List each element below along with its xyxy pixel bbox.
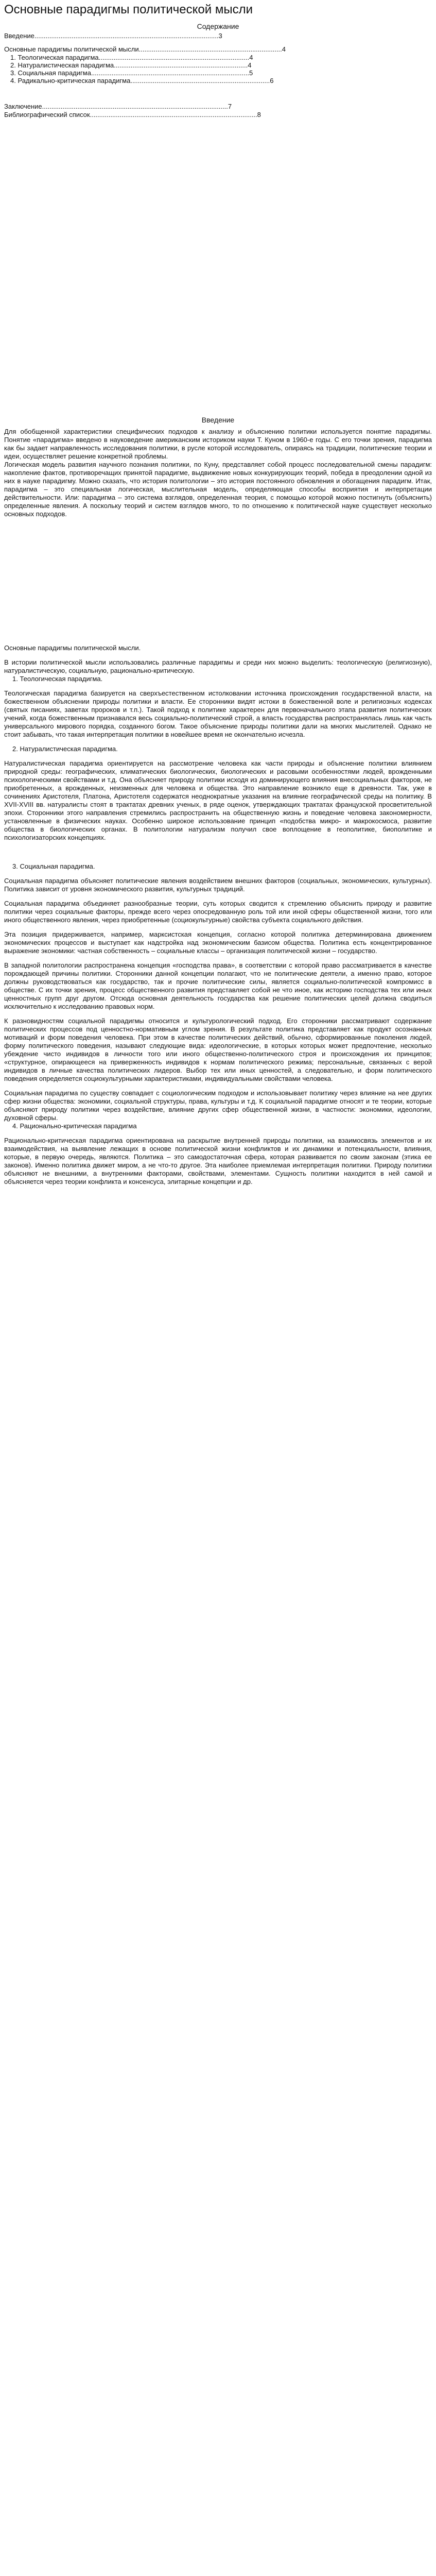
toc-item-page: 4	[249, 54, 253, 61]
toc-chapter-label: Основные парадигмы политической мысли	[4, 45, 139, 53]
toc-intro-page: 3	[218, 32, 222, 40]
paragraph: Социальная парадигма по существу совпадает с социологическим подходом и использовывает политику через влияние на нее других сфер жизни общества: экономики, социальной структуры, права, культуры и т.д. К социальной парадигме относят и те теории, которые объясняют природу политики через воздействие, влияние других сфер общественной жизни, в частности: экономики, идеологии, духовной сферы.	[4, 1089, 432, 1122]
toc-item-label: Социальная парадигма	[18, 69, 91, 77]
toc-conclusion[interactable]	[4, 103, 232, 111]
paragraph: Для обобщенной характеристики специфических подходов к анализу и объяснению политики используется понятие парадигмы. Понятие «парадигма» введено в науковедение американским историком науки Т. Куном в 1960-е годы. С его точки зрения, парадигма как бы задает направленность исследования политики, в русле которой исследователь, опираясь на традиции, политические теории и идеи, осуществляет решение конкретной проблемы.	[4, 428, 432, 460]
toc-leader: ...........................................................................	[130, 77, 270, 84]
paragraph: Рационально-критическая парадигма ориентирована на раскрытие внутренней природы политики, на взаимосвязь элементов и их взаимодействия, на выявление лежащих в основе политической жизни конфликтов и их динамики и потенциальности, влияния, которые, в первую очередь, являются. Политика – это самодостаточная сфера, которая развивается по своим законам (этика ее законов). Именно политика движет миром, а не что-то другое. Эта наиболее приемлемая интерпретация политики. Природу политики объясняют не внешними, а внутренними факторами, свойствами, элементами. Сущность политики находится в ней самой и объясняется через теории конфликта и консенсуса, элитарные концепции и др.	[4, 1137, 432, 1185]
toc-item-number: 1.	[10, 54, 18, 61]
toc-conclusion-page: 7	[228, 103, 232, 110]
toc-bibliography-label: Библиографический список	[4, 111, 90, 118]
main-heading: Основные парадигмы политической мысли.	[4, 644, 141, 652]
toc-item-label: Натуралистическая парадигма	[18, 61, 114, 69]
intro-heading: Введение	[201, 416, 235, 424]
toc-item-label: Радикально-критическая парадигма	[18, 77, 131, 84]
paragraph: Социальная парадигма объединяет разнообразные теории, суть которых сводится к стремлению объяснить природу и развитие политики через социальные факторы, прежде всего через опосредованную роль той или иной сферы общественной жизни, того или иного общественного явления, через приобретенные (социокультурные) свойства субъекта социального действия.	[4, 900, 432, 924]
toc-leader: ....................................................................................................	[42, 103, 228, 110]
toc-item-number: 3.	[10, 69, 18, 77]
toc-leader: .....................................................................................	[91, 69, 249, 77]
paragraph: В западной политологии распространена концепция «господства права», в соответствии с которой право рассматривается в качестве порождающей причины политики. Сторонники данной концепции полагают, что не политические деятели, а именно право, которое должны руководствоваться как государство, так и прочие политические силы, является социально-политической компромисс в обществе. С их точки зрения, процесс общественного развития представляет собой не что иное, как историю господства тех или иных ценностных групп друг другом. Отсюда основная деятельность государства как решение политических целей должна сводиться исключительно к исследованию правовых норм.	[4, 961, 432, 1010]
toc-item[interactable]	[10, 69, 253, 77]
toc-item-page: 5	[249, 69, 253, 77]
paragraph: Логическая модель развития научного познания политики, по Куну, представляет собой процесс последовательной смены парадигм: накопление фактов, противоречащих принятой парадигме, выдвижение новых конкурирующих теорий, победа в преодолении одной из них в науке парадигму. Можно сказать, что история политологии – это история постоянного обновления и обогащения парадигм. Итак, парадигма – это специальная логическая, мыслительная модель, определяющая способы восприятия и интерпретации действительности. Или: парадигма – это система взглядов, определенная теория, с помощью которой можно постигнуть (объяснить) определенные явления. А поскольку теорий и систем взглядов много, то по отношению к политической науке существует несколько основных подходов.	[4, 461, 432, 518]
toc-chapter[interactable]	[4, 45, 286, 54]
paragraph: Эта позиция придерживается, например, марксистская концепция, согласно которой политика детерминирована движением экономических процессов и выступает как надстройка над экономическим базисом общества. Политика есть концентрированное выражение экономики: частная собственность – социальные классы – организация политической жизни – государство.	[4, 930, 432, 955]
paragraph: В истории политической мысли использовались различные парадигмы и среди них можно выделить: теологическую (религиозную), натуралистическую, социальную, рационально-критическую.	[4, 658, 432, 674]
toc-chapter-page: 4	[282, 45, 286, 53]
toc-item[interactable]	[10, 54, 253, 62]
paragraph: К разновидностям социальной парадигмы относится и культурологический подход. Его сторонники рассматривают содержание политических процессов под ценностно-нормативным углом зрения. В результате политика представляет как продукт осознанных мотиваций и форм поведения человека. При этом в качестве политических действий, обычно, сформированные поколения людей, форму политического поведения, называют следующие вида: идеологические, в которых которых может предпочтение, несколько убеждение чисто индивидов в личности того или иного общественно-политического строя и происхождения их принципов; «структурное, опирающееся на приверженность индивидов к нормам политического режима; персональные, связанных с верой индивидов в личные качества политических лидеров. Выбор тех или иных ценностей, а следовательно, и форм политического поведения определяется социокультурными характеристиками, индивидуальными свойствами человека.	[4, 1017, 432, 1082]
toc-heading: Содержание	[197, 22, 239, 30]
toc-intro[interactable]	[4, 32, 222, 40]
paragraph: Социальная парадигма объясняет политические явления воздействием внешних факторов (социальных, экономических, культурных). Политика зависит от уровня экономического развития, культурных традиций.	[4, 877, 432, 893]
toc-leader: .................................................................................	[98, 54, 250, 61]
main-section	[4, 644, 432, 1186]
toc-conclusion-label: Заключение	[4, 103, 42, 110]
section-title: 2. Натуралистическая парадигма.	[12, 745, 118, 753]
toc-item-page: 4	[248, 61, 252, 69]
toc-item-page: 6	[270, 77, 274, 84]
document-title: Основные парадигмы политической мысли	[4, 3, 253, 16]
section-title: 4. Рационально-критическая парадигма	[12, 1122, 137, 1130]
section-title: 3. Социальная парадигма.	[12, 862, 95, 870]
toc-item-label: Теологическая парадигма	[18, 54, 99, 61]
toc-item-number: 4.	[10, 77, 18, 84]
paragraph: Натуралистическая парадигма ориентируется на рассмотрение человека как части природы и объяснение политики влиянием природной среды: географических, климатических биологических, биологических и расовыми особенностями людей, врожденными психологическими свойствами и т.д. Она объясняет природу политики исходя из доминирующего влияния внесоциальных факторов, не приобретенных, а врожденных, неизменных для человека и общества. Это направление возникло еще в древности. Так, уже в сочинениях Аристотеля, Платона, Аристотеля содержатся неоднократные указания на влияние географической среды на политику. В XVII-XVIII вв. натуралисты стоят в трактатах древних ученых, в ряде оценок, утверждающих трактатах французской просветительной эпохи. Сторонники этого направления стремились распространить на общественную жизнь и поведение человека закономерности, установленные в физических науках. Особенно широкое использование принцип «подобства микро- и макрокосмоса, развитие общества в биологических органах. В политологии натурализм получил свое воплощение в геополитике, биополитике и психологизаторских концепциях.	[4, 759, 432, 841]
intro-section	[4, 428, 432, 518]
toc-item-number: 2.	[10, 61, 18, 69]
toc-intro-label: Введение	[4, 32, 34, 40]
toc-bibliography-page: 8	[257, 111, 261, 118]
toc-leader: ..........................................................................................	[90, 111, 257, 118]
toc-item[interactable]	[10, 61, 251, 70]
toc-leader: ...................................................................................................	[34, 32, 219, 40]
section-title: 1. Теологическая парадигма.	[12, 675, 103, 683]
toc-bibliography[interactable]	[4, 111, 261, 119]
toc-leader: .............................................................................	[138, 45, 282, 53]
toc-item[interactable]	[10, 77, 273, 85]
paragraph: Теологическая парадигма базируется на сверхъестественном истолковании источника происхождения государственной власти, на божественном объяснении природы политики и власти. Ее сторонники видят истоки в божественной воле и религиозных кодексах (святых писаниях, заветах пророков и т.п.). Такой подход к политике характерен для первоначального этапа развития политических учений, когда божественным признавался весь социально-политический строй, а власть государства распространялась лишь как часть универсального мирового порядка, созданного богом. Такое объяснение природы политики дали на многих мыслителей. Однако не стоит забывать, что такая интерпретация политики в новейшее время не окончательно исчезла.	[4, 689, 432, 738]
toc-leader: ........................................................................	[114, 61, 248, 69]
